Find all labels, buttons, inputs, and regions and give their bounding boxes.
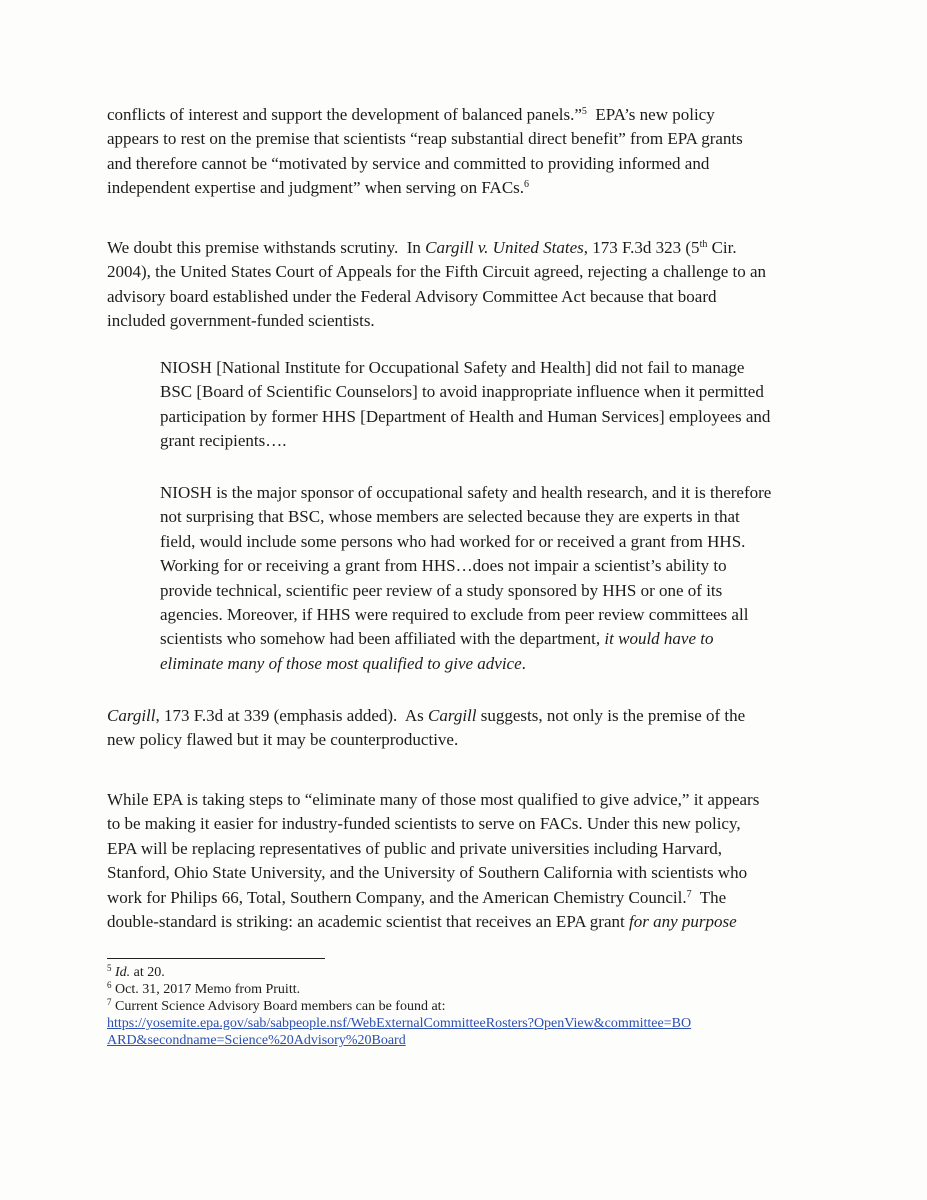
text-line: advisory board established under the Federal Advisory Committee Act because that board <box>107 286 717 306</box>
footnote-7 <box>107 998 827 1015</box>
text-line: to be making it easier for industry-funded scientists to serve on FACs. Under this new policy, <box>107 814 741 834</box>
text-segment: , 173 F.3d 323 (5 <box>583 238 700 257</box>
text-line: independent expertise and judgment” when serving on FACs. <box>107 178 525 198</box>
text-line: conflicts of interest and support the development of balanced panels.” <box>107 105 582 124</box>
block-quote-niosh-sponsor <box>160 481 825 676</box>
paragraph-policy-premise <box>107 103 827 201</box>
text-segment: Cir. <box>707 238 737 257</box>
footnote-ref-5[interactable]: 5 <box>581 106 587 117</box>
footnote-marker: 7 <box>107 997 112 1007</box>
text-segment: . <box>521 653 526 673</box>
footnote-5 <box>107 964 827 981</box>
paragraph-double-standard <box>107 788 827 934</box>
text-segment: We doubt this premise withstands scrutiny. In <box>107 238 426 257</box>
paragraph-cargill-citation <box>107 704 827 753</box>
block-quote-niosh-bsc <box>160 356 825 454</box>
emphasis-text: eliminate many of those most qualified to give advice <box>160 653 522 673</box>
footnote-text: Oct. 31, 2017 Memo from Pruitt. <box>111 982 301 997</box>
ordinal-suffix: th <box>699 239 708 250</box>
case-citation: Cargill <box>428 706 477 725</box>
footnote-id-text: Id. <box>115 965 131 980</box>
footnote-marker: 6 <box>107 980 112 990</box>
footnote-marker: 5 <box>107 963 112 973</box>
text-line: While EPA is taking steps to “eliminate many of those most qualified to give advice,” it appears <box>107 790 760 809</box>
footnote-text: at 20. <box>130 965 165 980</box>
text-line: provide technical, scientific peer review of a study sponsored by HHS or one of its <box>160 580 723 600</box>
case-citation: Cargill v. United States <box>425 238 584 257</box>
text-line: Working for or receiving a grant from HHS…does not impair a scientist’s ability to <box>160 556 727 576</box>
footnote-ref-6[interactable]: 6 <box>524 179 530 191</box>
footnote-separator <box>107 958 325 959</box>
footnote-ref-7[interactable]: 7 <box>686 888 692 900</box>
text-segment: double-standard is striking: an academic scientist that receives an EPA grant <box>107 912 629 932</box>
text-line: not surprising that BSC, whose members are selected because they are experts in that <box>160 507 740 527</box>
text-line: agencies. Moreover, if HHS were required to exclude from peer review committees all <box>160 605 749 625</box>
text-line: NIOSH is the major sponsor of occupational safety and health research, and it is therefore <box>160 483 772 502</box>
text-line: participation by former HHS [Department of Health and Human Services] employees and <box>160 406 771 426</box>
text-line: Stanford, Ohio State University, and the University of Southern California with scientists who <box>107 863 748 883</box>
emphasis-text: for any purpose <box>628 912 737 932</box>
text-segment: suggests, not only is the premise of the <box>476 706 746 725</box>
text-segment: work for Philips 66, Total, Southern Company, and the American Chemistry Council. <box>107 887 687 907</box>
text-line: EPA’s new policy <box>586 105 715 124</box>
footnote-6 <box>107 981 827 998</box>
emphasis-text: it would have to <box>604 629 714 649</box>
text-line: included government-funded scientists. <box>107 311 375 331</box>
text-line: and therefore cannot be “motivated by service and committed to providing informed and <box>107 153 710 173</box>
footnote-text: Current Science Advisory Board members can be found at: <box>111 999 446 1014</box>
sab-roster-link[interactable]: https://yosemite.epa.gov/sab/sabpeople.nsf/WebExternalCommitteeRosters?OpenView&committee=BO <box>107 1016 692 1031</box>
text-line: EPA will be replacing representatives of public and private universities including Harvard, <box>107 838 722 858</box>
text-line: BSC [Board of Scientific Counselors] to avoid inappropriate influence when it permitted <box>160 382 764 402</box>
text-line: field, would include some persons who had worked for or received a grant from HHS. <box>160 531 746 551</box>
case-citation: Cargill <box>107 706 156 725</box>
text-segment: , 173 F.3d at 339 (emphasis added). As <box>155 706 428 725</box>
paragraph-cargill-intro <box>107 236 827 334</box>
footnotes <box>107 964 827 1049</box>
text-line: NIOSH [National Institute for Occupational Safety and Health] did not fail to manage <box>160 358 745 377</box>
text-line: 2004), the United States Court of Appeals for the Fifth Circuit agreed, rejecting a challenge to an <box>107 262 767 282</box>
text-line: new policy flawed but it may be counterproductive. <box>107 730 459 750</box>
text-segment: The <box>691 887 727 907</box>
text-line: appears to rest on the premise that scientists “reap substantial direct benefit” from EPA grants <box>107 129 743 149</box>
sab-roster-link-continued[interactable]: ARD&secondname=Science%20Advisory%20Board <box>107 1033 406 1048</box>
text-line: grant recipients…. <box>160 431 287 451</box>
text-segment: scientists who somehow had been affiliated with the department, <box>160 629 605 649</box>
